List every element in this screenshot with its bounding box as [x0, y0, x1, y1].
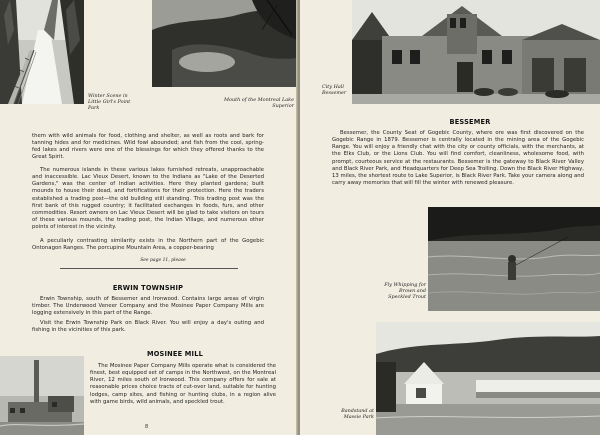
fly-whipping-caption: Fly Whipping for Brown and Speckled Trout [384, 282, 426, 300]
porcupine-paragraph: A peculiarly contrasting similarity exists in the Northern part of the Gogebic Ontonagon Ranges. The porcupine Mountain Area, a copper-bearing [32, 238, 264, 252]
mosinee-heading: MOSINEE MILL [146, 350, 203, 358]
lac-vieux-desert-paragraph: The numerous islands in these various lakes furnished retreats, unapproachable and inaccessible. Lac Vieux Desert, known to the Indians as "Lake of the Deserted Gardens," was the center of Indian activities. Here they planted gardens; built mounds to house their dead, and fortifications for their protection. Here the traders established a trading post—the old building still standing. This trading post was the first bank of this rugged country; it facilitated exchanges in foods, furs, and other commodities. Resort owners on Lac Vieux Desert will be glad to take visitors on tours of these various mounds, the trading post, the Indian Village, and numerous other points of interest in the vicinity. [32, 167, 264, 231]
section-divider [60, 268, 238, 269]
mosinee-paragraph: The Mosinee Paper Company Mills operate what is considered the finest, best equipped set of camps in the Northwest, on the Montreal River, 12 miles south of Ironwood. This company offers for sale at reasonable prices choice tracts of cut-over land, suitable for hunting lodges, camp sites, and fishing or hunting clubs, in a region alive with game birds, wild animals, and speckled trout. [90, 363, 276, 405]
bessemer-paragraph: Bessemer, the County Seat of Gogebic County, where ore was first discovered on the Gogebic Range in 1879. Bessemer is centrally located in the mining area of the Gogebic Range. You will enjoy a friendly chat with the city or county officials, with the merchants, at the Elks Club, or the Lions Club. You will find comfort, cleanliness, wholesome food, with prompt, courteous service at the restaurants. Bessemer is the gateway to Black River Valley and Black River Park, and Headquarters for Deep Sea Trolling. Down the Black River Highway, 13 miles, the shortest route to Lake Superior, is Black River Park. Take your camera along and carry away memories that will fill the winter with renewed pleasure. [332, 130, 584, 187]
city-hall-caption: City Hall Bessemer [322, 84, 347, 96]
winter-scene-caption: Winter Scene in Little Girl's Point Park [88, 93, 131, 111]
continued-note: See page 11, please [140, 258, 186, 263]
mouth-montreal-caption: Mouth of the Montreal Lake Superior [224, 97, 294, 109]
mosinee-mill-photo [0, 356, 84, 435]
bessemer-heading: BESSEMER [449, 118, 491, 126]
erwin-heading: ERWIN TOWNSHIP [112, 284, 184, 292]
right-page [300, 0, 600, 435]
bandstand-caption: Bandstand at Massie Park [341, 408, 374, 420]
bandstand-photo [376, 322, 600, 435]
page-number: 8 [145, 424, 149, 430]
winter-scene-photo [0, 0, 84, 104]
city-hall-photo [352, 0, 600, 104]
left-page [0, 0, 298, 435]
intro-paragraph: them with wild animals for food, clothing and shelter, as well as roots and bark for tanning hides and for medicines. Wild fowl abounded; and fish from the cool, spring-fed lakes and rivers were one of the blessings for which they offered thanks to the Great Spirit. [32, 133, 264, 161]
mouth-montreal-photo [152, 0, 297, 87]
fly-fishing-photo [428, 207, 600, 311]
erwin-paragraph: Erwin Township, south of Bessemer and Ironwood. Contains large areas of virgin timber. The Underwood Veneer Company and the Mosinee Paper Company Mills are logging extensively in this part of the Range. [32, 296, 264, 317]
erwin-park-paragraph: Visit the Erwin Township Park on Black River. You will enjoy a day's outing and fishing in the vicinities of this park. [32, 320, 264, 334]
